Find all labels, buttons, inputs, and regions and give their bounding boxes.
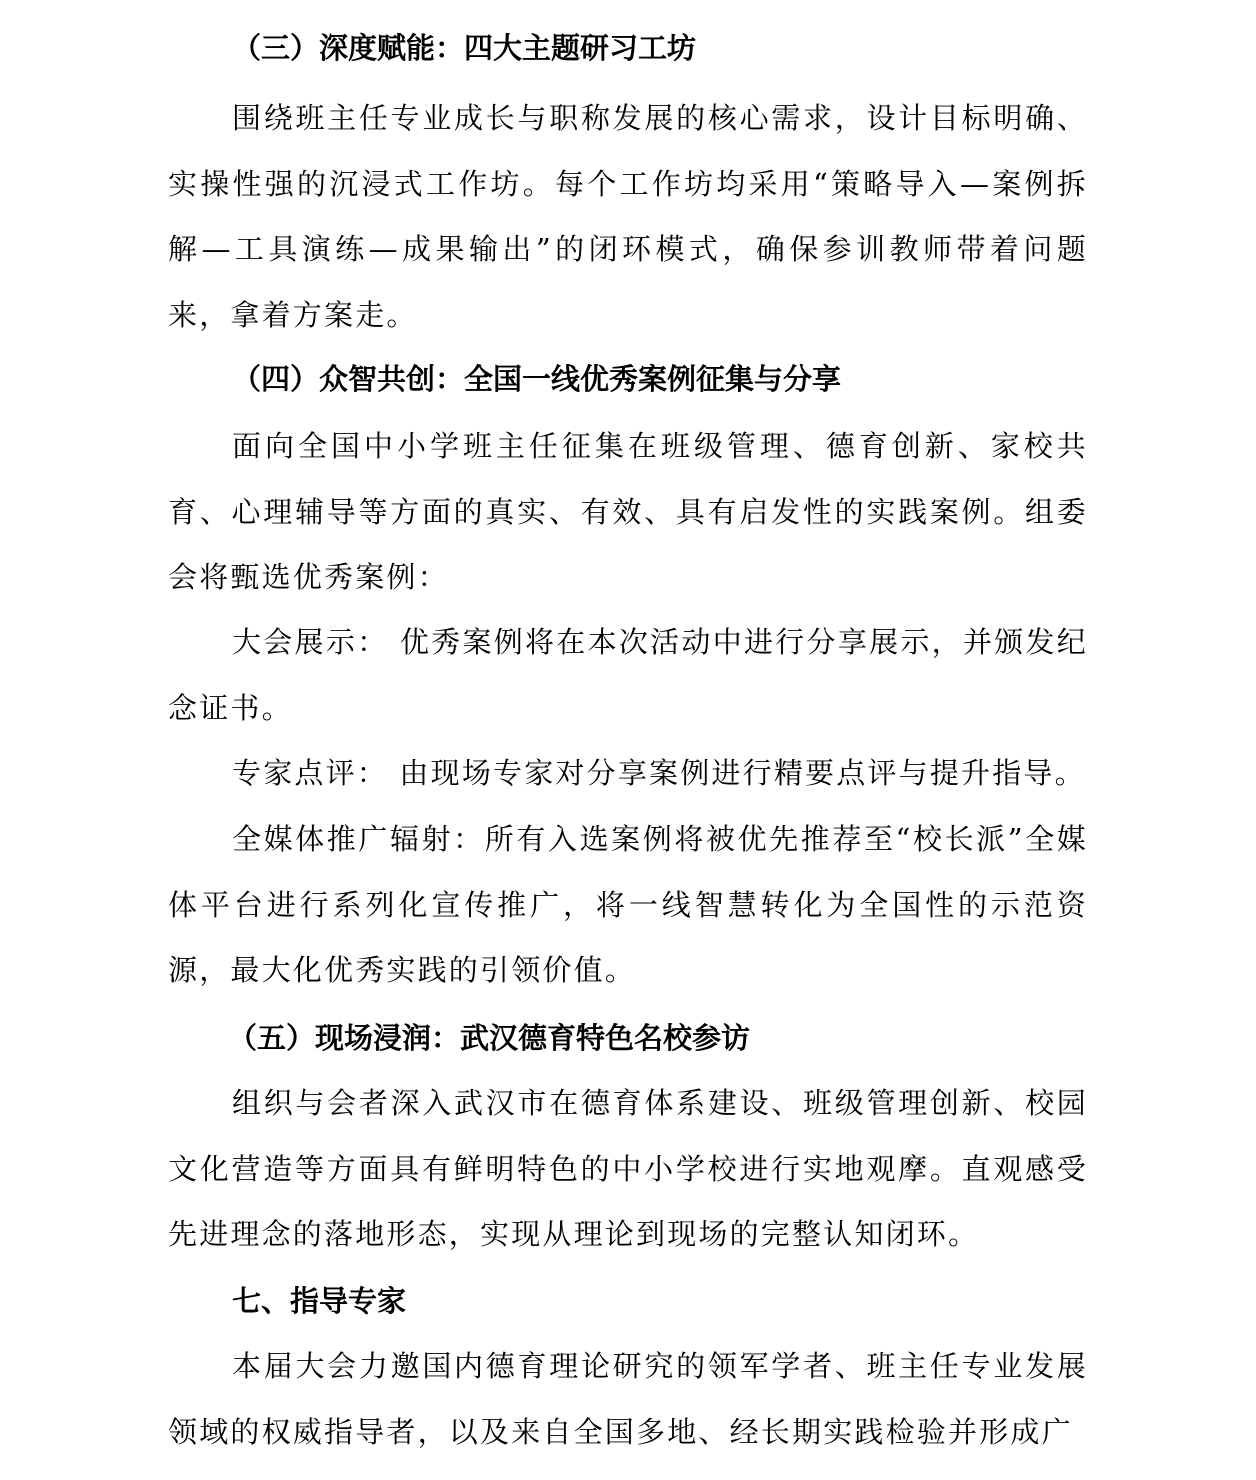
section-3-paragraph-1: 围绕班主任专业成长与职称发展的核心需求，设计目标明确、实操性强的沉浸式工作坊。每个工作坊均采用“策略导入—案例拆解—工具演练—成果输出”的闭环模式，确保参训教师带着问题来，拿着方案走。 <box>168 101 1088 332</box>
section-4-paragraph-3: 专家点评： 由现场专家对分享案例进行精要点评与提升指导。 <box>232 756 1086 790</box>
section-heading-4: （四）众智共创：全国一线优秀案例征集与分享 <box>232 362 842 396</box>
section-heading-5: （五）现场浸润：武汉德育特色名校参访 <box>228 1021 751 1055</box>
section-5-paragraph-1: 组织与会者深入武汉市在德育体系建设、班级管理创新、校园文化营造等方面具有鲜明特色的中小学校进行实地观摩。直观感受先进理念的落地形态，实现从理论到现场的完整认知闭环。 <box>168 1086 1088 1251</box>
section-4-paragraph-1: 面向全国中小学班主任征集在班级管理、德育创新、家校共育、心理辅导等方面的真实、有效、具有启发性的实践案例。组委会将甄选优秀案例： <box>168 429 1088 594</box>
section-heading-3: （三）深度赋能：四大主题研习工坊 <box>232 31 697 65</box>
section-7-paragraph-1: 本届大会力邀国内德育理论研究的领军学者、班主任专业发展领域的权威指导者，以及来自全国多地、经长期实践检验并形成广 <box>168 1349 1088 1449</box>
section-heading-7: 七、指导专家 <box>232 1284 407 1318</box>
section-4-paragraph-2: 大会展示： 优秀案例将在本次活动中进行分享展示，并颁发纪念证书。 <box>168 625 1088 725</box>
section-4-paragraph-4: 全媒体推广辐射：所有入选案例将被优先推荐至“校长派”全媒体平台进行系列化宣传推广，将一线智慧转化为全国性的示范资源，最大化优秀实践的引领价值。 <box>168 822 1088 987</box>
